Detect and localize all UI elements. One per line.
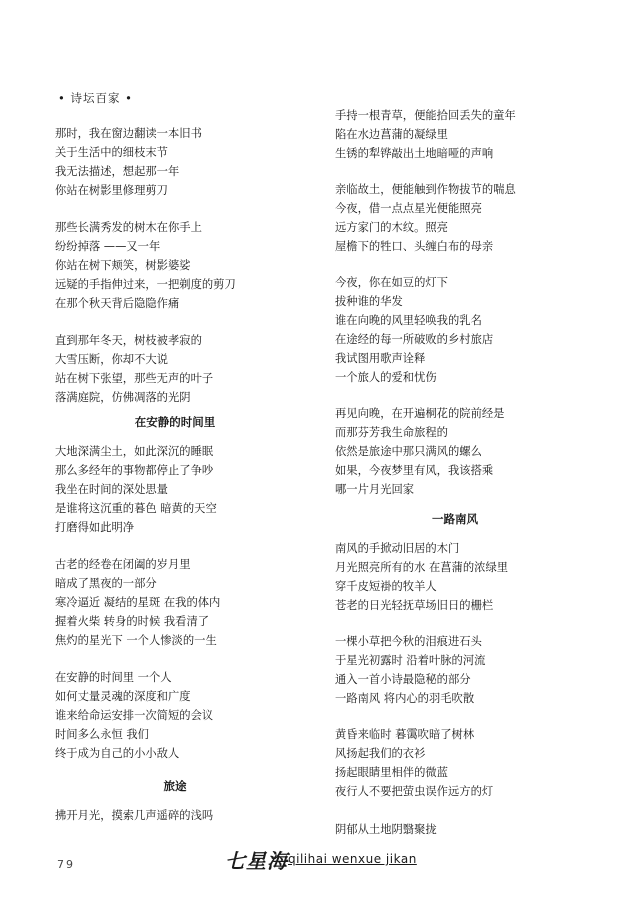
poem-line: 风扬起我们的衣衫	[335, 747, 426, 760]
poem-line: 穿千皮短褂的牧羊人	[335, 580, 437, 593]
poem-line: 哪一片月光回家	[335, 483, 415, 496]
poem-line: 如何丈量灵魂的深度和广度	[55, 690, 191, 703]
poem-line: 依然是旅途中那只满风的螺么	[335, 445, 482, 458]
poem-line: 通入一首小诗最隐秘的部分	[335, 673, 471, 686]
poem-line: 扬起眼睛里相伴的微蓝	[335, 766, 448, 779]
poem-line: 远方家门的木纹。照亮	[335, 221, 448, 234]
poem-line: 手持一根青草，便能拾回丢失的童年	[335, 109, 516, 122]
poem-line: 屋檐下的牲口、头缠白布的母亲	[335, 240, 494, 253]
poem-line: 焦灼的星光下 一个人惨淡的一生	[55, 634, 217, 647]
section-label: • 诗坛百家 •	[58, 91, 133, 105]
poem-line: 一个旅人的爱和忧伤	[335, 371, 437, 384]
poem-line: 谁在向晚的风里轻唤我的乳名	[335, 314, 482, 327]
poem-line: 今夜，你在如豆的灯下	[335, 276, 448, 289]
page-number: 79	[57, 858, 75, 871]
poem-line: 我坐在时间的深处思量	[55, 483, 168, 496]
poem-line: 落满庭院，仿佛凋落的光阴	[55, 391, 191, 404]
poem-line: 暗成了黑夜的一部分	[55, 577, 157, 590]
poem-line: 在安静的时间里 一个人	[55, 671, 172, 684]
poem-line: 那些长满秀发的树木在你手上	[55, 221, 202, 234]
poem-title: 旅途	[163, 779, 187, 793]
poem-line: 月光照亮所有的水 在菖蒲的浓绿里	[335, 561, 509, 574]
poem-line: 苍老的日光轻抚草场旧日的栅栏	[335, 599, 494, 612]
poem-line: 站在树下张望，那些无声的叶子	[55, 372, 214, 385]
poem-line: 我无法描述，想起那一年	[55, 165, 180, 178]
poem-line: 一路南风 将内心的羽毛吹散	[335, 692, 475, 705]
poem-line: 亲临故土，便能触到作物拔节的喘息	[335, 183, 516, 196]
poem-line: 直到那年冬天，树枝被孝寂的	[55, 334, 202, 347]
poem-line: 那时，我在窗边翻读一本旧书	[55, 127, 202, 140]
poem-line: 今夜，借一点点星光便能照亮	[335, 202, 482, 215]
poem-title: 一路南风	[432, 512, 478, 526]
poem-line: 大地深满尘土，如此深沉的睡眠	[55, 445, 214, 458]
poem-line: 如果，今夜梦里有风，我该搭乘	[335, 464, 494, 477]
poem-line: 大雪压断，你却不大说	[55, 353, 168, 366]
poem-line: 再见向晚，在开遍桐花的院前经是	[335, 407, 505, 420]
poem-line: 夜行人不要把萤虫误作远方的灯	[335, 785, 494, 798]
poem-line: 你站在树影里修理剪刀	[55, 184, 168, 197]
magazine-logo: 七星海	[225, 849, 288, 873]
poem-line: 阴郁从土地阴翳聚拢	[335, 823, 437, 836]
poem-line: 南风的手掀动旧居的木门	[335, 542, 460, 555]
poem-line: 黄昏来临时 暮霭吹暗了树林	[335, 728, 475, 741]
poem-line: 纷纷掉落 ——又一年	[55, 240, 161, 253]
poem-line: 我试图用歌声诠释	[335, 352, 426, 365]
poem-line: 打磨得如此明净	[55, 521, 135, 534]
poem-line: 于星光初露时 沿着叶脉的河流	[335, 654, 486, 667]
poem-line: 时间多么永恒 我们	[55, 728, 149, 741]
poem-line: 拔种谁的华发	[335, 295, 403, 308]
poem-line: 古老的经卷在闭阖的岁月里	[55, 558, 191, 571]
poem-line: 一棵小草把今秋的泪痕进石头	[335, 635, 482, 648]
poem-line: 关于生活中的细枝末节	[55, 146, 168, 159]
poem-line: 而那芬芳我生命旅程的	[335, 426, 448, 439]
poem-line: 远疑的手指伸过来，一把剃度的剪刀	[55, 278, 236, 291]
poem-line: 握着火柴 转身的时候 我看清了	[55, 615, 210, 628]
magazine-name-pinyin: qilihai wenxue jikan	[288, 852, 417, 866]
poem-line: 寒冷逼近 凝结的星斑 在我的体内	[55, 596, 221, 609]
poem-line: 那么多经年的事物都停止了争吵	[55, 464, 214, 477]
poem-line: 终于成为自己的小小敌人	[55, 747, 180, 760]
poem-line: 生锈的犁铧敲出土地暗哑的声响	[335, 147, 494, 160]
poem-line: 是谁将这沉重的暮色 暗黄的天空	[55, 502, 217, 515]
poem-line: 你站在树下颊笑，树影婆娑	[55, 259, 191, 272]
poem-line: 在那个秋天背后隐隐作痛	[55, 297, 180, 310]
poem-line: 陷在水边菖蒲的凝绿里	[335, 128, 448, 141]
poem-title: 在安静的时间里	[134, 415, 216, 429]
poem-line: 在途经的每一所破败的乡村旅店	[335, 333, 494, 346]
poem-line: 拂开月光，摸索几声遥碎的浅吗	[55, 809, 214, 822]
poem-line: 谁来给命运安排一次简短的会议	[55, 709, 214, 722]
